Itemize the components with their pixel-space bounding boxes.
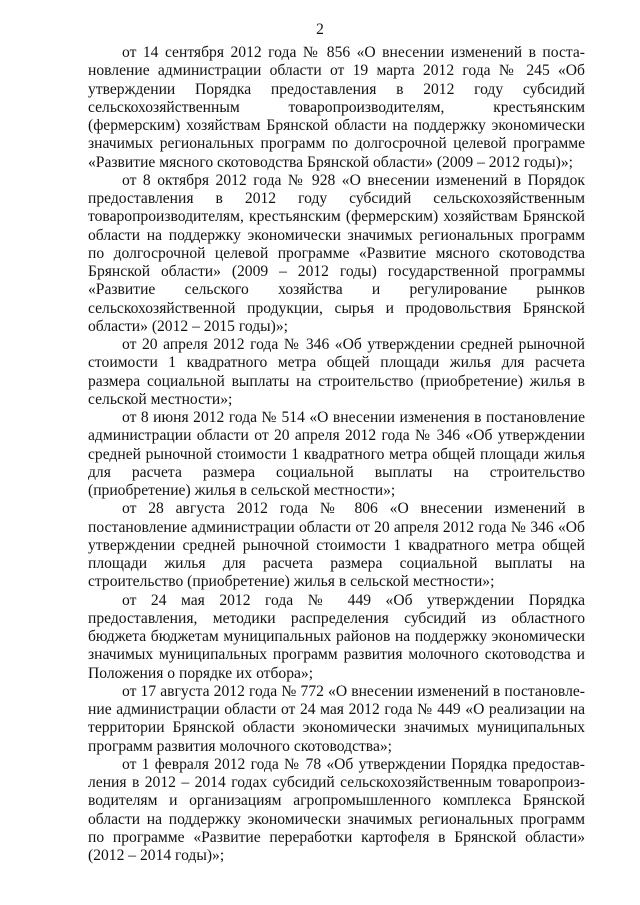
- paragraph-decree-514: от 8 июня 2012 года № 514 «О внесении изменения в постановление администрации области от 20 апреля 2012 года № 346 «Об утверждении средней рыночной стоимости 1 квадратного метра общей площади жилья для расчета размера социальной выплаты на строительство (приобретение) жилья в сельской местности»;: [88, 409, 585, 499]
- page-number: 2: [316, 21, 324, 38]
- paragraph-decree-78: от 1 февраля 2012 года № 78 «Об утверждении Порядка предоставления в 2012 – 2014 годах субсидий сельскохозяйственным товаропроизводителям и организациям агропромышленного комплекса Брянской области на поддержку экономически значимых региональных программ по программе «Развитие переработки картофеля в Брянской области» (2012 – 2014 годы)»;: [88, 755, 585, 864]
- paragraph-decree-772: от 17 августа 2012 года № 772 «О внесении изменений в постановление администрации области от 24 мая 2012 года № 449 «О реализации на территории Брянской области экономически значимых муниципальных программ развития молочного скотоводства»;: [88, 682, 585, 755]
- paragraph-decree-806: от 28 августа 2012 года № 806 «О внесении изменений в постановление администрации области от 20 апреля 2012 года № 346 «Об утверждении средней рыночной стоимости 1 квадратного метра общей площади жилья для расчета размера социальной выплаты на строительство (приобретение) жилья в сельской местности»;: [88, 500, 585, 591]
- paragraph-decree-928: от 8 октября 2012 года № 928 «О внесении изменений в Порядок предоставления в 2012 году субсидий сельскохозяйственным товаропроизводителям, крестьянским (фермерским) хозяйствам Брянской области на поддержку экономически значимых региональных программ по долгосрочной целевой программе «Развитие мясного скотоводства Брянской области» (2009 – 2012 годы) государственной программы «Развитие сельского хозяйства и регулирование рынков сельскохозяйственной продукции, сырья и продовольствия Брянской области» (2012 – 2015 годы)»;: [88, 171, 585, 335]
- paragraph-decree-449: от 24 мая 2012 года № 449 «Об утверждении Порядка предоставления, методики распределения субсидий из областного бюджета бюджетам муниципальных районов на поддержку экономически значимых муниципальных программ развития молочного скотоводства и Положения о порядке их отбора»;: [88, 591, 585, 682]
- paragraph-decree-856: от 14 сентября 2012 года № 856 «О внесении изменений в постановление администрации области от 19 марта 2012 года № 245 «Об утверждении Порядка предоставления в 2012 году субсидий сельскохозяйственным товаропроизводителям, крестьянским (фермерским) хозяйствам Брянской области на поддержку экономически значимых региональных программ по долгосрочной целевой программе «Развитие мясного скотоводства Брянской области» (2009 – 2012 годы)»;: [88, 44, 585, 171]
- document-body: [88, 44, 585, 865]
- paragraph-decree-346: от 20 апреля 2012 года № 346 «Об утверждении средней рыночной стоимости 1 квадратного метра общей площади жилья для расчета размера социальной выплаты на строительство (приобретение) жилья в сельской местности»;: [88, 336, 585, 408]
